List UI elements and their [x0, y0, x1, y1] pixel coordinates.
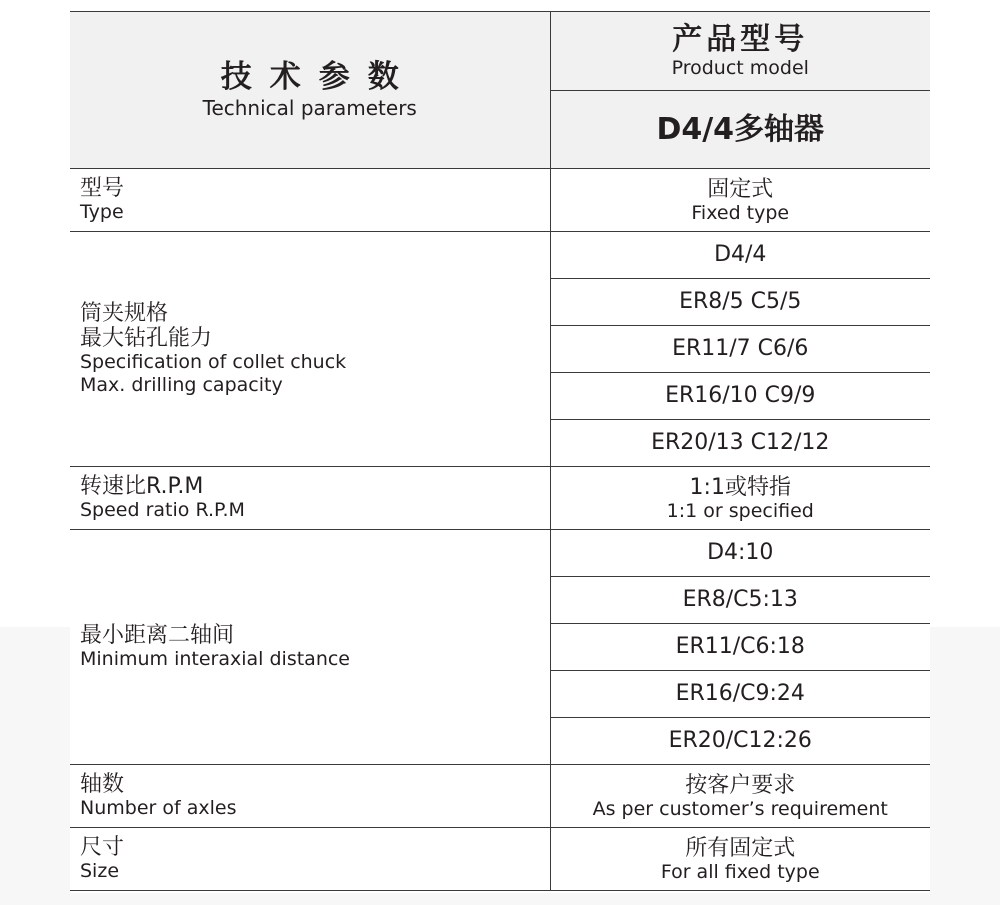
collet-value: ER20/13 C12/12 [651, 430, 830, 455]
collet-label-en-1: Specification of collet chuck [80, 351, 347, 373]
axles-value-en: As per customer’s requirement [592, 797, 888, 820]
axles-value-cell [550, 765, 930, 828]
speed-value-zh: 1:1或特指 [689, 474, 791, 500]
distance-value-cell [550, 624, 930, 671]
size-value-zh: 所有固定式 [685, 835, 796, 861]
params-title-en: Technical parameters [202, 96, 417, 120]
spec-sheet [70, 11, 930, 893]
model-title-en: Product model [671, 57, 809, 79]
collet-label-zh-2: 最大钻孔能力 [80, 326, 213, 351]
collet-value: ER11/7 C6/6 [672, 336, 809, 361]
collet-value-cell [550, 373, 930, 420]
axles-row [70, 765, 930, 828]
axles-label-en: Number of axles [80, 797, 237, 819]
technical-parameters-table [70, 11, 930, 891]
distance-row [70, 530, 930, 577]
axles-value-zh: 按客户要求 [685, 772, 796, 798]
speed-label-en: Speed ratio R.P.M [80, 499, 245, 521]
distance-value: ER11/C6:18 [675, 634, 805, 659]
params-header-cell [70, 12, 550, 169]
size-row [70, 828, 930, 891]
distance-value: ER8/C5:13 [682, 587, 798, 612]
collet-value-cell [550, 279, 930, 326]
collet-value: ER8/5 C5/5 [679, 289, 802, 314]
distance-value: D4:10 [707, 540, 774, 565]
params-title-zh: 技术参数 [220, 59, 417, 95]
collet-label-en-2: Max. drilling capacity [80, 374, 283, 396]
axles-label-cell [70, 765, 550, 828]
axles-label-zh: 轴数 [80, 772, 125, 797]
collet-label-zh-1: 筒夹规格 [80, 301, 169, 326]
type-value-cell [550, 169, 930, 232]
distance-value: ER20/C12:26 [668, 728, 812, 753]
distance-label-en: Minimum interaxial distance [80, 648, 350, 670]
distance-label-cell [70, 530, 550, 765]
type-value-zh: 固定式 [707, 176, 774, 202]
collet-value-cell [550, 326, 930, 373]
model-name: D4/4多轴器 [656, 111, 825, 147]
speed-label-zh: 转速比R.P.M [80, 474, 204, 499]
speed-value-en: 1:1 or specified [666, 499, 814, 522]
speed-value-cell [550, 467, 930, 530]
collet-value-cell [550, 232, 930, 279]
distance-value-cell [550, 577, 930, 624]
header-row [70, 12, 930, 91]
size-value-en: For all fixed type [660, 860, 820, 883]
type-value-en: Fixed type [691, 201, 790, 224]
size-label-zh: 尺寸 [80, 835, 125, 860]
type-label-cell [70, 169, 550, 232]
type-row [70, 169, 930, 232]
distance-value: ER16/C9:24 [675, 681, 805, 706]
model-title-zh: 产品型号 [672, 22, 809, 57]
collet-label-cell [70, 232, 550, 467]
collet-value: ER16/10 C9/9 [665, 383, 816, 408]
type-label-zh: 型号 [80, 176, 125, 201]
distance-value-cell [550, 530, 930, 577]
distance-label-zh: 最小距离二轴间 [80, 623, 235, 648]
distance-value-cell [550, 718, 930, 765]
speed-row [70, 467, 930, 530]
model-header-cell [550, 12, 930, 91]
size-label-en: Size [80, 860, 120, 882]
speed-label-cell [70, 467, 550, 530]
size-value-cell [550, 828, 930, 891]
collet-row [70, 232, 930, 279]
size-label-cell [70, 828, 550, 891]
type-label-en: Type [80, 201, 124, 223]
collet-value: D4/4 [714, 242, 767, 267]
model-name-cell [550, 91, 930, 169]
collet-value-cell [550, 420, 930, 467]
distance-value-cell [550, 671, 930, 718]
